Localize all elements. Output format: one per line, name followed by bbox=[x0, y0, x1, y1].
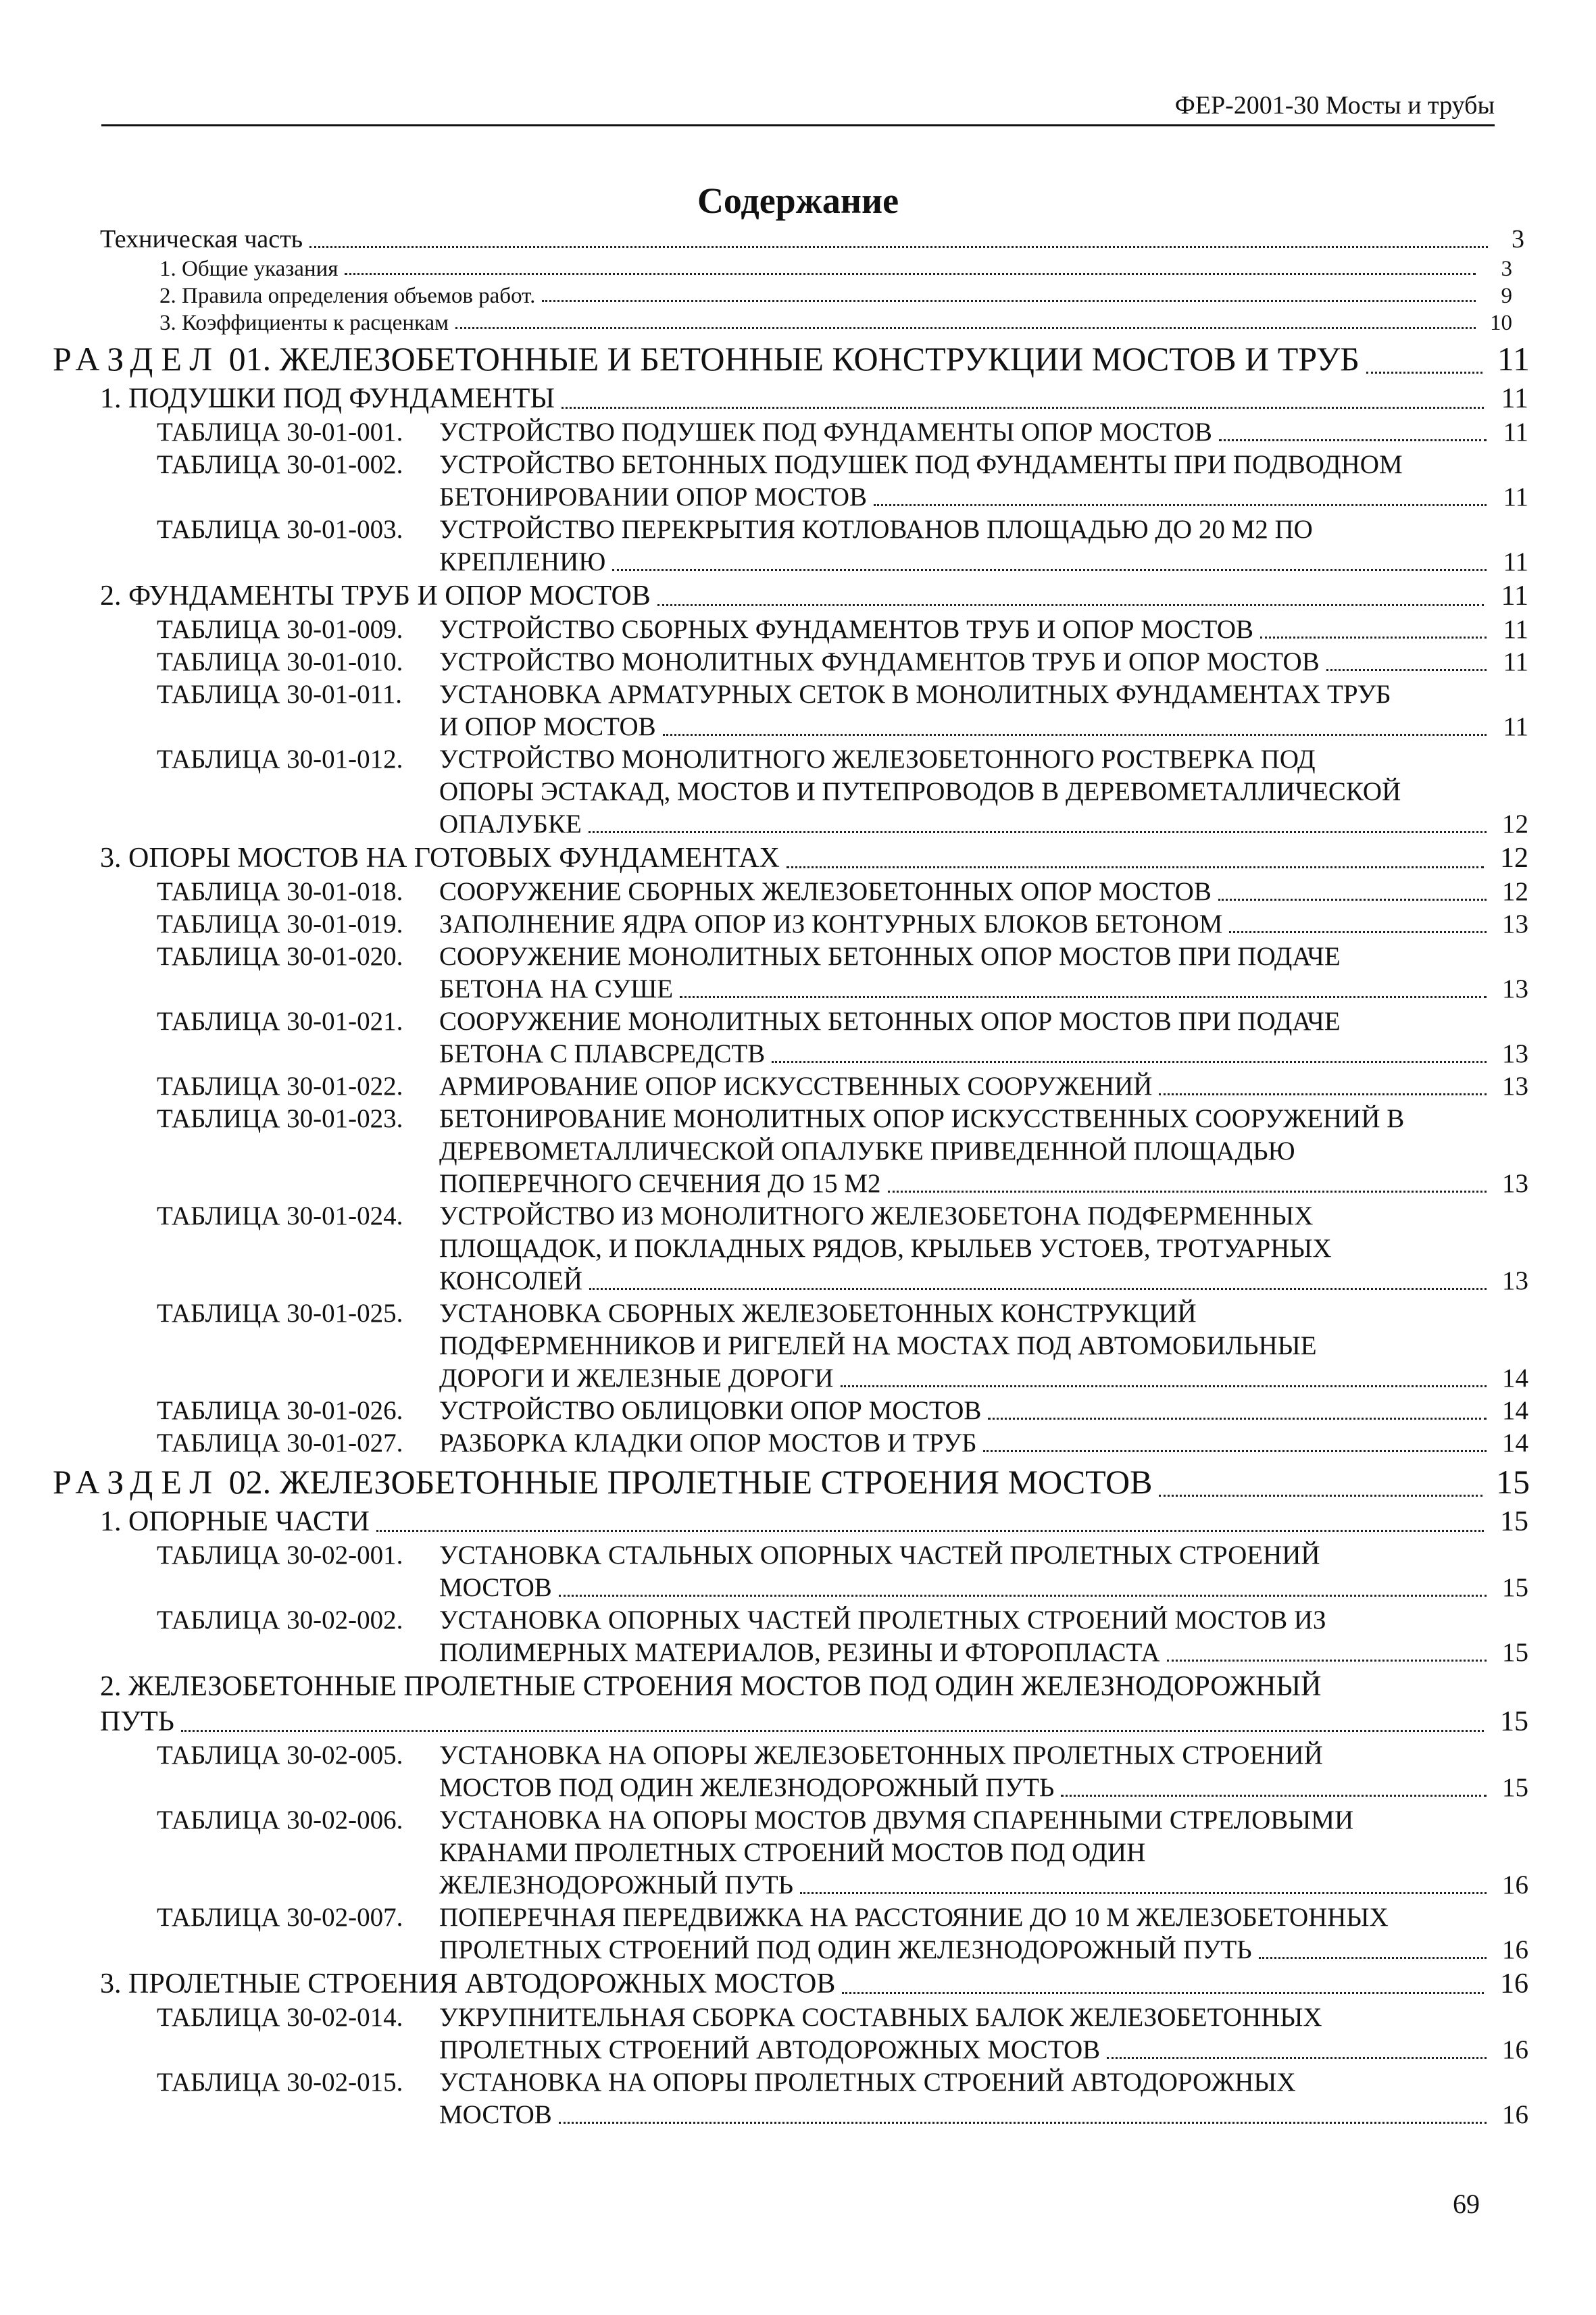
dot-leader bbox=[988, 1418, 1487, 1420]
toc-table-entry[interactable] bbox=[0, 678, 1528, 743]
toc-group-heading[interactable] bbox=[0, 841, 1528, 876]
table-title bbox=[439, 908, 1528, 941]
table-code-label: ТАБЛИЦА 30-01-023. bbox=[157, 1104, 403, 1133]
toc-page-number: 11 bbox=[1503, 615, 1528, 644]
toc-page-number: 16 bbox=[1502, 1935, 1528, 1964]
toc-title: Содержание bbox=[697, 180, 899, 221]
toc-group-heading-line[interactable] bbox=[0, 1669, 1528, 1704]
toc-page-number: 14 bbox=[1502, 1396, 1528, 1425]
table-title-last-line bbox=[439, 808, 1528, 841]
table-title-last-line bbox=[439, 908, 1528, 941]
table-code-label: ТАБЛИЦА 30-01-011. bbox=[157, 680, 402, 709]
toc-page-number: 13 bbox=[1502, 1072, 1528, 1101]
table-code-label: ТАБЛИЦА 30-02-002. bbox=[157, 1605, 403, 1635]
toc-entry-label: 1. Общие указания bbox=[159, 257, 339, 281]
dot-leader bbox=[589, 831, 1487, 833]
dot-leader bbox=[787, 866, 1484, 868]
dot-leader bbox=[562, 407, 1484, 409]
table-title-last-line bbox=[439, 546, 1528, 578]
table-title bbox=[439, 2066, 1528, 2131]
table-title-last-line bbox=[439, 973, 1528, 1005]
toc-entry-label: 1. ПОДУШКИ ПОД ФУНДАМЕНТЫ bbox=[100, 383, 555, 414]
dot-leader bbox=[1229, 931, 1487, 933]
table-title bbox=[439, 1427, 1528, 1460]
toc-table-entry[interactable] bbox=[0, 614, 1528, 646]
toc-page-number: 14 bbox=[1502, 1364, 1528, 1393]
table-title-last-line bbox=[439, 1572, 1528, 1604]
table-code-label: ТАБЛИЦА 30-02-015. bbox=[157, 2068, 403, 2097]
toc-page-number: 9 bbox=[1501, 284, 1512, 308]
table-code-label: ТАБЛИЦА 30-01-020. bbox=[157, 942, 403, 971]
toc-table-entry[interactable] bbox=[0, 1427, 1528, 1460]
dot-leader bbox=[842, 1992, 1484, 1994]
table-title-line: УСТРОЙСТВО СБОРНЫХ ФУНДАМЕНТОВ ТРУБ И ОПОР МОСТОВ bbox=[439, 615, 1254, 644]
toc-page-number: 11 bbox=[1503, 647, 1528, 676]
table-title-last-line bbox=[439, 2034, 1528, 2066]
table-title-line: УСТРОЙСТВО ОБЛИЦОВКИ ОПОР МОСТОВ bbox=[439, 1396, 982, 1425]
dot-leader bbox=[680, 996, 1487, 998]
table-title-line: ПЛОЩАДОК, И ПОКЛАДНЫХ РЯДОВ, КРЫЛЬЕВ УСТОЕВ, ТРОТУАРНЫХ bbox=[439, 1234, 1332, 1263]
table-title-line: УСТАНОВКА СБОРНЫХ ЖЕЛЕЗОБЕТОННЫХ КОНСТРУКЦИЙ bbox=[439, 1299, 1197, 1328]
dot-leader bbox=[1218, 899, 1487, 901]
table-title-line: УСТАНОВКА ОПОРНЫХ ЧАСТЕЙ ПРОЛЕТНЫХ СТРОЕНИЙ МОСТОВ ИЗ bbox=[439, 1605, 1326, 1635]
toc-table-entry[interactable] bbox=[0, 1539, 1528, 1604]
table-title-last-line bbox=[439, 1168, 1528, 1200]
table-of-contents bbox=[0, 223, 1596, 2131]
table-title-line: УСТРОЙСТВО ПОДУШЕК ПОД ФУНДАМЕНТЫ ОПОР МОСТОВ bbox=[439, 418, 1212, 447]
toc-entry-label: ПУТЬ bbox=[100, 1706, 174, 1737]
header-rule bbox=[101, 124, 1495, 126]
dot-leader bbox=[663, 734, 1487, 736]
toc-page-number: 16 bbox=[1500, 1968, 1528, 1999]
table-title-line: УСТАНОВКА НА ОПОРЫ МОСТОВ ДВУМЯ СПАРЕННЫМИ СТРЕЛОВЫМИ bbox=[439, 1806, 1354, 1835]
table-title-last-line bbox=[439, 1772, 1528, 1804]
table-title-line: ПОДФЕРМЕННИКОВ И РИГЕЛЕЙ НА МОСТАХ ПОД АВТОМОБИЛЬНЫЕ bbox=[439, 1331, 1317, 1360]
page-number: 69 bbox=[1453, 2189, 1480, 2219]
table-title-line: КРЕПЛЕНИЮ bbox=[439, 547, 606, 576]
toc-page-number: 11 bbox=[1501, 383, 1528, 414]
toc-page-number: 11 bbox=[1497, 340, 1530, 378]
table-title bbox=[439, 1103, 1528, 1200]
dot-leader bbox=[772, 1061, 1487, 1063]
table-title-line: УСТРОЙСТВО ПЕРЕКРЫТИЯ КОТЛОВАНОВ ПЛОЩАДЬЮ ДО 20 М2 ПО bbox=[439, 515, 1313, 544]
table-title-last-line bbox=[439, 876, 1528, 908]
dot-leader bbox=[309, 246, 1488, 248]
toc-entry-label: Техническая часть bbox=[100, 225, 303, 253]
toc-table-entry[interactable] bbox=[0, 1070, 1528, 1103]
toc-page-number: 10 bbox=[1490, 311, 1512, 335]
table-title bbox=[439, 678, 1528, 743]
table-title bbox=[439, 1005, 1528, 1070]
toc-page-number: 11 bbox=[1503, 712, 1528, 741]
table-code-label: ТАБЛИЦА 30-01-022. bbox=[157, 1072, 403, 1101]
dot-leader bbox=[1159, 1495, 1482, 1497]
dot-leader bbox=[181, 1730, 1484, 1732]
toc-page-number: 15 bbox=[1500, 1706, 1528, 1737]
table-title-last-line bbox=[439, 1395, 1528, 1427]
toc-page-number: 15 bbox=[1500, 1506, 1528, 1537]
toc-page-number: 15 bbox=[1502, 1638, 1528, 1667]
table-title-line: ЗАПОЛНЕНИЕ ЯДРА ОПОР ИЗ КОНТУРНЫХ БЛОКОВ БЕТОНОМ bbox=[439, 910, 1223, 939]
toc-entry-label: 2. Правила определения объемов работ. bbox=[159, 284, 536, 308]
table-title bbox=[439, 1804, 1528, 1901]
toc-page-number: 11 bbox=[1503, 547, 1528, 576]
table-title-line: УСТРОЙСТВО БЕТОННЫХ ПОДУШЕК ПОД ФУНДАМЕНТЫ ПРИ ПОДВОДНОМ bbox=[439, 450, 1403, 479]
table-title bbox=[439, 449, 1528, 514]
table-title-line: УСТАНОВКА НА ОПОРЫ ПРОЛЕТНЫХ СТРОЕНИЙ АВТОДОРОЖНЫХ bbox=[439, 2068, 1296, 2097]
toc-table-entry[interactable] bbox=[0, 1297, 1528, 1395]
toc-page-number: 11 bbox=[1503, 418, 1528, 447]
table-code-label: ТАБЛИЦА 30-01-009. bbox=[157, 615, 403, 644]
toc-table-entry[interactable] bbox=[0, 1901, 1528, 1966]
table-title-line: УСТРОЙСТВО МОНОЛИТНОГО ЖЕЛЕЗОБЕТОННОГО РОСТВЕРКА ПОД bbox=[439, 745, 1316, 774]
table-code-label: ТАБЛИЦА 30-02-006. bbox=[157, 1806, 403, 1835]
table-title-line: МОСТОВ bbox=[439, 1573, 552, 1602]
toc-table-entry[interactable] bbox=[0, 646, 1528, 678]
table-title-line: УСТАНОВКА АРМАТУРНЫХ СЕТОК В МОНОЛИТНЫХ ФУНДАМЕНТАХ ТРУБ bbox=[439, 680, 1391, 709]
toc-group-heading[interactable] bbox=[0, 578, 1528, 614]
toc-table-entry[interactable] bbox=[0, 941, 1528, 1005]
toc-entry-label: 1. ОПОРНЫЕ ЧАСТИ bbox=[100, 1506, 370, 1537]
table-title bbox=[439, 1200, 1528, 1297]
table-title-line: АРМИРОВАНИЕ ОПОР ИСКУССТВЕННЫХ СООРУЖЕНИЙ bbox=[439, 1072, 1153, 1101]
table-title-line: БЕТОНИРОВАНИИ ОПОР МОСТОВ bbox=[439, 482, 868, 512]
toc-table-entry[interactable] bbox=[0, 743, 1528, 841]
table-title-line: ОПОРЫ ЭСТАКАД, МОСТОВ И ПУТЕПРОВОДОВ В ДЕРЕВОМЕТАЛЛИЧЕСКОЙ bbox=[439, 777, 1401, 806]
toc-page-number: 3 bbox=[1512, 225, 1524, 253]
table-title-line: КОНСОЛЕЙ bbox=[439, 1266, 583, 1295]
table-title-line: РАЗБОРКА КЛАДКИ ОПОР МОСТОВ И ТРУБ bbox=[439, 1428, 977, 1458]
table-title-line: БЕТОНИРОВАНИЕ МОНОЛИТНЫХ ОПОР ИСКУССТВЕННЫХ СООРУЖЕНИЙ В bbox=[439, 1104, 1405, 1133]
table-code-label: ТАБЛИЦА 30-02-005. bbox=[157, 1741, 403, 1770]
toc-page-number: 15 bbox=[1502, 1573, 1528, 1602]
table-code-label: ТАБЛИЦА 30-02-007. bbox=[157, 1903, 403, 1932]
toc-entry-technical-part[interactable] bbox=[0, 223, 1524, 255]
dot-leader bbox=[841, 1385, 1487, 1387]
table-code-label: ТАБЛИЦА 30-01-025. bbox=[157, 1299, 403, 1328]
dot-leader bbox=[657, 604, 1484, 606]
toc-table-entry[interactable] bbox=[0, 416, 1528, 449]
toc-table-entry[interactable] bbox=[0, 2001, 1528, 2066]
table-title-last-line bbox=[439, 1265, 1528, 1297]
toc-subentry[interactable] bbox=[0, 309, 1512, 337]
toc-page-number: 13 bbox=[1502, 910, 1528, 939]
toc-page-number: 15 bbox=[1496, 1463, 1530, 1501]
table-title-line: БЕТОНА С ПЛАВСРЕДСТВ bbox=[439, 1039, 766, 1068]
toc-table-entry[interactable] bbox=[0, 1395, 1528, 1427]
table-title-last-line bbox=[439, 1869, 1528, 1901]
toc-entry-label: 3. Коэффициенты к расценкам bbox=[159, 311, 449, 335]
toc-subentry[interactable] bbox=[0, 255, 1512, 282]
dot-leader bbox=[542, 300, 1476, 302]
razdel-gap bbox=[220, 337, 229, 381]
toc-page-number: 13 bbox=[1502, 974, 1528, 1003]
table-title bbox=[439, 1901, 1528, 1966]
table-title-line: УКРУПНИТЕЛЬНАЯ СБОРКА СОСТАВНЫХ БАЛОК ЖЕЛЕЗОБЕТОННЫХ bbox=[439, 2003, 1322, 2032]
dot-leader bbox=[612, 569, 1487, 571]
dot-leader bbox=[559, 2122, 1487, 2124]
toc-page-number: 15 bbox=[1502, 1773, 1528, 1802]
table-title-line: ОПАЛУБКЕ bbox=[439, 810, 582, 839]
dot-leader bbox=[1159, 1093, 1487, 1095]
razdel-title: 02. ЖЕЛЕЗОБЕТОННЫЕ ПРОЛЕТНЫЕ СТРОЕНИЯ МОСТОВ bbox=[228, 1463, 1153, 1501]
dot-leader bbox=[559, 1595, 1487, 1597]
dot-leader bbox=[1260, 637, 1487, 639]
toc-entry-label: 2. ФУНДАМЕНТЫ ТРУБ И ОПОР МОСТОВ bbox=[100, 580, 651, 612]
table-title bbox=[439, 1539, 1528, 1604]
table-title bbox=[439, 1070, 1528, 1103]
toc-page-number: 12 bbox=[1502, 877, 1528, 906]
table-title bbox=[439, 646, 1528, 678]
razdel-word: РАЗДЕЛ bbox=[53, 1463, 221, 1501]
dot-leader bbox=[983, 1450, 1487, 1452]
table-title bbox=[439, 514, 1528, 578]
toc-section-heading[interactable] bbox=[0, 337, 1530, 381]
dot-leader bbox=[874, 504, 1487, 506]
table-code-label: ТАБЛИЦА 30-01-018. bbox=[157, 877, 403, 906]
table-title bbox=[439, 614, 1528, 646]
table-title bbox=[439, 2001, 1528, 2066]
toc-entry-label: 2. ЖЕЛЕЗОБЕТОННЫЕ ПРОЛЕТНЫЕ СТРОЕНИЯ МОСТОВ ПОД ОДИН ЖЕЛЕЗНОДОРОЖНЫЙ bbox=[100, 1671, 1322, 1702]
table-title-last-line bbox=[439, 614, 1528, 646]
dot-leader bbox=[1219, 439, 1487, 441]
razdel-title: 01. ЖЕЛЕЗОБЕТОННЫЕ И БЕТОННЫЕ КОНСТРУКЦИИ МОСТОВ И ТРУБ bbox=[228, 340, 1360, 378]
dot-leader bbox=[589, 1288, 1487, 1290]
toc-table-entry[interactable] bbox=[0, 514, 1528, 578]
table-title-line: УСТРОЙСТВО МОНОЛИТНЫХ ФУНДАМЕНТОВ ТРУБ И ОПОР МОСТОВ bbox=[439, 647, 1320, 676]
dot-leader bbox=[345, 273, 1476, 275]
dot-leader bbox=[376, 1530, 1484, 1532]
table-title-last-line bbox=[439, 1637, 1528, 1669]
toc-entry-label: 3. ОПОРЫ МОСТОВ НА ГОТОВЫХ ФУНДАМЕНТАХ bbox=[100, 843, 780, 874]
toc-table-entry[interactable] bbox=[0, 908, 1528, 941]
table-title bbox=[439, 1739, 1528, 1804]
table-code-label: ТАБЛИЦА 30-01-021. bbox=[157, 1007, 403, 1036]
table-title-last-line bbox=[439, 1427, 1528, 1460]
table-title-line: МОСТОВ ПОД ОДИН ЖЕЛЕЗНОДОРОЖНЫЙ ПУТЬ bbox=[439, 1773, 1055, 1802]
dot-leader bbox=[800, 1892, 1487, 1894]
table-title-line: И ОПОР МОСТОВ bbox=[439, 712, 656, 741]
toc-subentry[interactable] bbox=[0, 282, 1512, 309]
toc-page-number: 12 bbox=[1502, 810, 1528, 839]
table-title bbox=[439, 416, 1528, 449]
toc-table-entry[interactable] bbox=[0, 1804, 1528, 1901]
toc-table-entry[interactable] bbox=[0, 1604, 1528, 1669]
table-title-line: ПРОЛЕТНЫХ СТРОЕНИЙ АВТОДОРОЖНЫХ МОСТОВ bbox=[439, 2035, 1101, 2064]
dot-leader bbox=[1326, 669, 1487, 671]
table-title bbox=[439, 941, 1528, 1005]
dot-leader bbox=[1167, 1660, 1487, 1662]
table-code-label: ТАБЛИЦА 30-01-010. bbox=[157, 647, 403, 676]
table-code-label: ТАБЛИЦА 30-01-002. bbox=[157, 450, 403, 479]
table-title-line: УСТРОЙСТВО ИЗ МОНОЛИТНОГО ЖЕЛЕЗОБЕТОНА ПОДФЕРМЕННЫХ bbox=[439, 1201, 1314, 1230]
table-code-label: ТАБЛИЦА 30-01-003. bbox=[157, 515, 403, 544]
table-title-line: УСТАНОВКА СТАЛЬНЫХ ОПОРНЫХ ЧАСТЕЙ ПРОЛЕТНЫХ СТРОЕНИЙ bbox=[439, 1541, 1320, 1570]
table-title-last-line bbox=[439, 711, 1528, 743]
dot-leader bbox=[455, 327, 1476, 329]
toc-page-number: 13 bbox=[1502, 1039, 1528, 1068]
toc-page-number: 16 bbox=[1502, 2100, 1528, 2129]
toc-page-number: 16 bbox=[1502, 1870, 1528, 1899]
toc-table-entry[interactable] bbox=[0, 876, 1528, 908]
table-code-label: ТАБЛИЦА 30-01-012. bbox=[157, 745, 403, 774]
table-title-line: ПОЛИМЕРНЫХ МАТЕРИАЛОВ, РЕЗИНЫ И ФТОРОПЛАСТА bbox=[439, 1638, 1160, 1667]
dot-leader bbox=[1259, 1957, 1487, 1959]
table-title-line: КРАНАМИ ПРОЛЕТНЫХ СТРОЕНИЙ МОСТОВ ПОД ОДИН bbox=[439, 1838, 1146, 1867]
toc-group-heading[interactable] bbox=[0, 1504, 1528, 1539]
toc-group-heading[interactable] bbox=[0, 1966, 1528, 2001]
table-title bbox=[439, 1395, 1528, 1427]
toc-page-number: 13 bbox=[1502, 1169, 1528, 1198]
table-title-line: ПОПЕРЕЧНАЯ ПЕРЕДВИЖКА НА РАССТОЯНИЕ ДО 10 М ЖЕЛЕЗОБЕТОННЫХ bbox=[439, 1903, 1389, 1932]
table-title-line: БЕТОНА НА СУШЕ bbox=[439, 974, 674, 1003]
table-title-last-line bbox=[439, 646, 1528, 678]
table-code-label: ТАБЛИЦА 30-01-024. bbox=[157, 1201, 403, 1230]
razdel-word: РАЗДЕЛ bbox=[53, 340, 221, 378]
toc-page-number: 3 bbox=[1501, 257, 1512, 281]
table-title-line: ДОРОГИ И ЖЕЛЕЗНЫЕ ДОРОГИ bbox=[439, 1364, 834, 1393]
table-title-last-line bbox=[439, 1362, 1528, 1395]
table-title-last-line bbox=[439, 416, 1528, 449]
toc-page-number: 14 bbox=[1502, 1428, 1528, 1458]
table-code-label: ТАБЛИЦА 30-02-001. bbox=[157, 1541, 403, 1570]
table-title bbox=[439, 743, 1528, 841]
dot-leader bbox=[1061, 1795, 1487, 1797]
toc-table-entry[interactable] bbox=[0, 2066, 1528, 2131]
table-title bbox=[439, 1604, 1528, 1669]
toc-section-heading[interactable] bbox=[0, 1460, 1530, 1504]
table-title-last-line bbox=[439, 2099, 1528, 2131]
running-header: ФЕР-2001-30 Мосты и трубы bbox=[1174, 91, 1495, 120]
toc-page-number: 13 bbox=[1502, 1266, 1528, 1295]
dot-leader bbox=[1107, 2057, 1487, 2059]
toc-table-entry[interactable] bbox=[0, 1103, 1528, 1200]
table-title-line: УСТАНОВКА НА ОПОРЫ ЖЕЛЕЗОБЕТОННЫХ ПРОЛЕТНЫХ СТРОЕНИЙ bbox=[439, 1741, 1323, 1770]
toc-table-entry[interactable] bbox=[0, 449, 1528, 514]
toc-table-entry[interactable] bbox=[0, 1005, 1528, 1070]
table-title bbox=[439, 876, 1528, 908]
table-title-last-line bbox=[439, 1070, 1528, 1103]
table-title-line: ПРОЛЕТНЫХ СТРОЕНИЙ ПОД ОДИН ЖЕЛЕЗНОДОРОЖНЫЙ ПУТЬ bbox=[439, 1935, 1252, 1964]
toc-group-heading[interactable] bbox=[0, 381, 1528, 416]
table-code-label: ТАБЛИЦА 30-01-027. bbox=[157, 1428, 403, 1458]
toc-group-heading[interactable] bbox=[0, 1704, 1528, 1739]
dot-leader bbox=[888, 1191, 1487, 1193]
table-code-label: ТАБЛИЦА 30-01-026. bbox=[157, 1396, 403, 1425]
table-title-line: МОСТОВ bbox=[439, 2100, 552, 2129]
toc-page-number: 11 bbox=[1503, 482, 1528, 512]
toc-table-entry[interactable] bbox=[0, 1739, 1528, 1804]
table-code-label: ТАБЛИЦА 30-02-014. bbox=[157, 2003, 403, 2032]
toc-table-entry[interactable] bbox=[0, 1200, 1528, 1297]
table-title-line: ПОПЕРЕЧНОГО СЕЧЕНИЯ ДО 15 М2 bbox=[439, 1169, 881, 1198]
table-title-last-line bbox=[439, 481, 1528, 514]
toc-page-number: 11 bbox=[1501, 580, 1528, 612]
toc-page-number: 16 bbox=[1502, 2035, 1528, 2064]
table-title-line: СООРУЖЕНИЕ МОНОЛИТНЫХ БЕТОННЫХ ОПОР МОСТОВ ПРИ ПОДАЧЕ bbox=[439, 1007, 1341, 1036]
table-title bbox=[439, 1297, 1528, 1395]
table-title-line: СООРУЖЕНИЕ СБОРНЫХ ЖЕЛЕЗОБЕТОННЫХ ОПОР МОСТОВ bbox=[439, 877, 1212, 906]
table-code-label: ТАБЛИЦА 30-01-001. bbox=[157, 418, 403, 447]
razdel-gap bbox=[220, 1460, 229, 1504]
toc-entry-label: 3. ПРОЛЕТНЫЕ СТРОЕНИЯ АВТОДОРОЖНЫХ МОСТОВ bbox=[100, 1968, 836, 1999]
table-title-line: СООРУЖЕНИЕ МОНОЛИТНЫХ БЕТОННЫХ ОПОР МОСТОВ ПРИ ПОДАЧЕ bbox=[439, 942, 1341, 971]
table-title-line: ДЕРЕВОМЕТАЛЛИЧЕСКОЙ ОПАЛУБКЕ ПРИВЕДЕННОЙ ПЛОЩАДЬЮ bbox=[439, 1137, 1295, 1166]
table-title-last-line bbox=[439, 1934, 1528, 1966]
table-code-label: ТАБЛИЦА 30-01-019. bbox=[157, 910, 403, 939]
table-title-last-line bbox=[439, 1038, 1528, 1070]
toc-page-number: 12 bbox=[1500, 843, 1528, 874]
dot-leader bbox=[1366, 372, 1482, 374]
table-title-line: ЖЕЛЕЗНОДОРОЖНЫЙ ПУТЬ bbox=[439, 1870, 794, 1899]
